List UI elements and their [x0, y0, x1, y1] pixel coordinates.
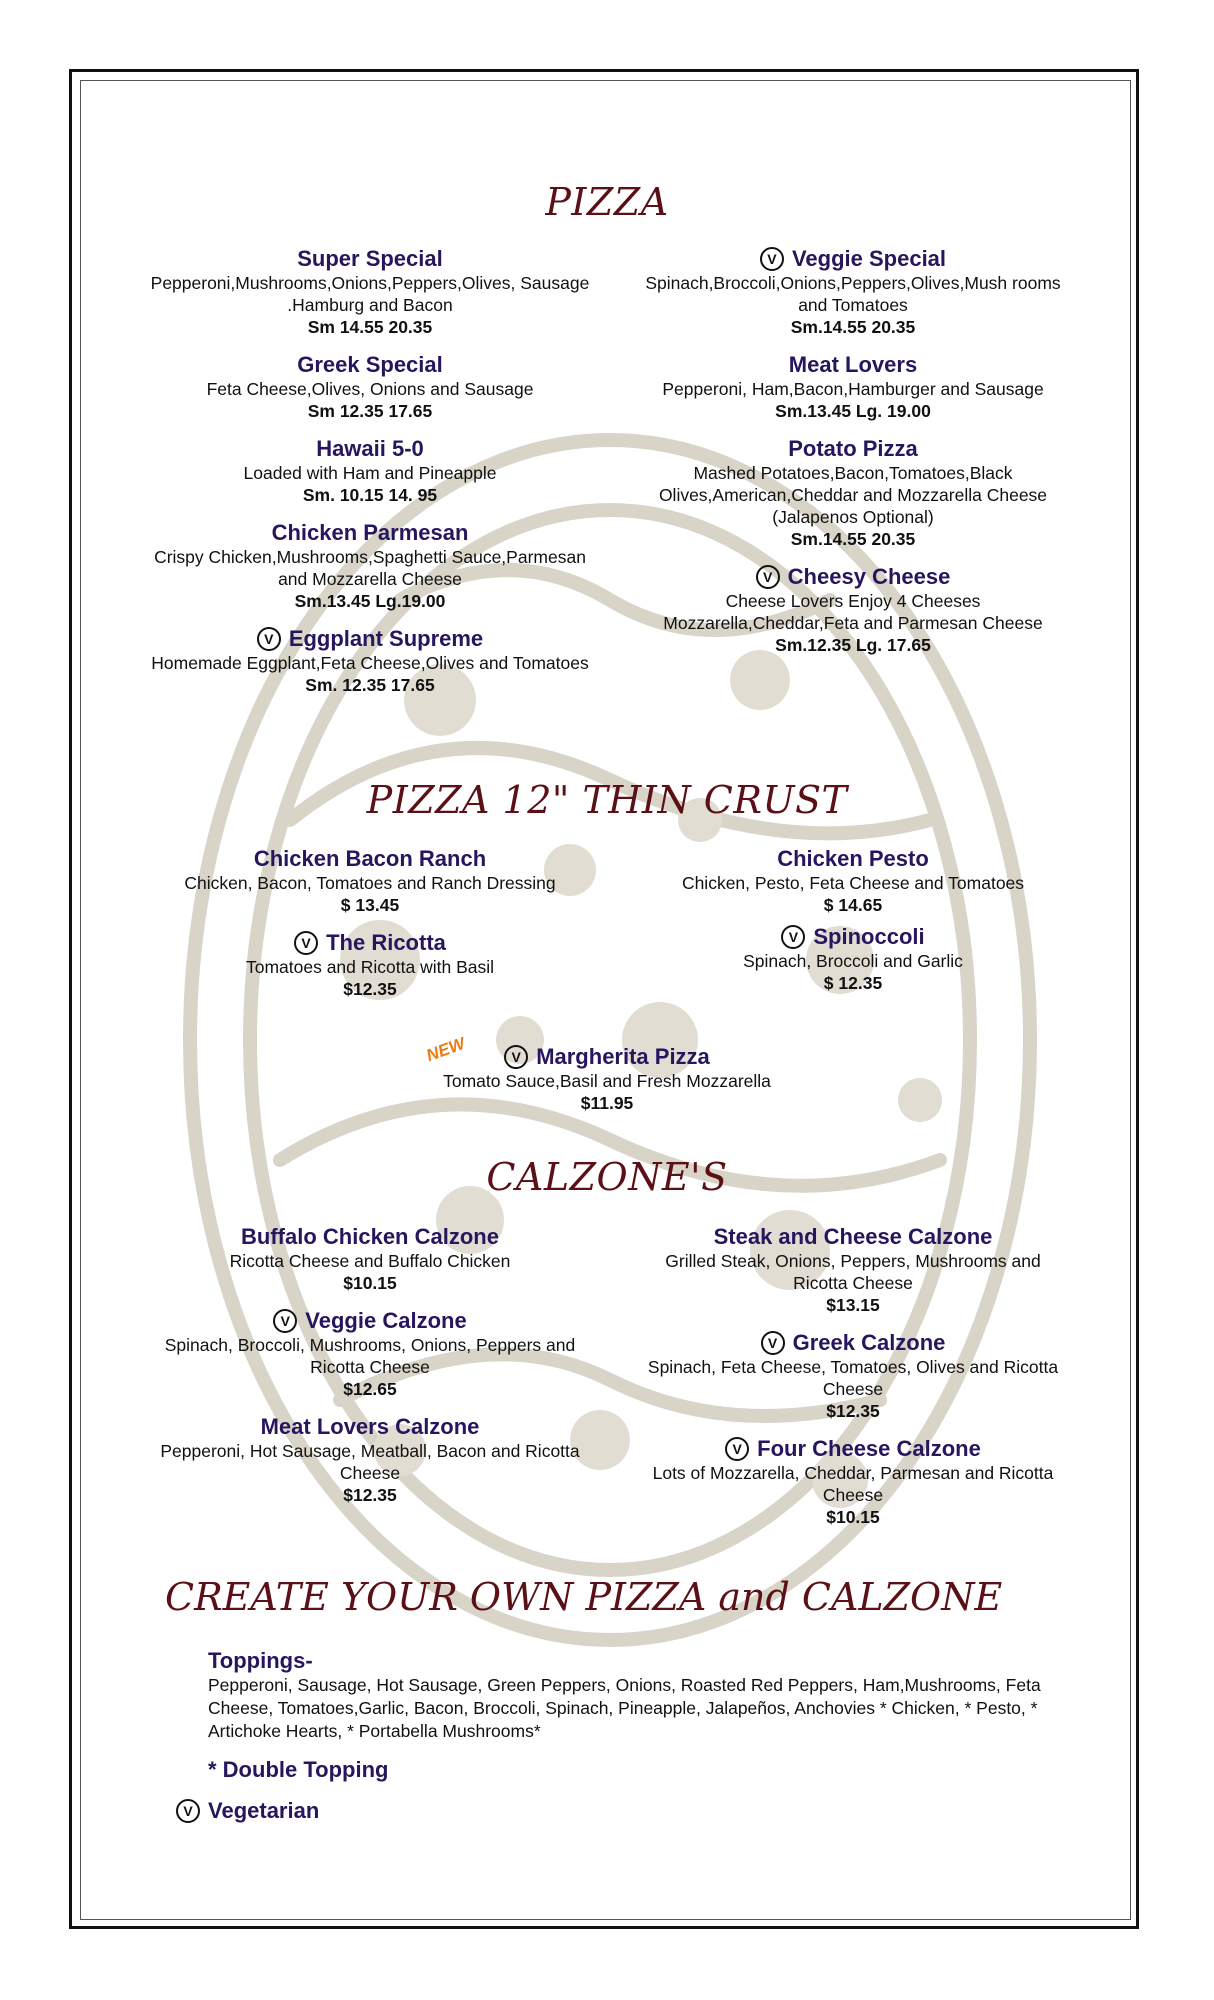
item-name: Greek Calzone	[792, 1330, 946, 1355]
item-name: Cheesy Cheese	[787, 564, 951, 589]
vegetarian-legend-label: Vegetarian	[208, 1798, 320, 1823]
vegetarian-icon: V	[760, 247, 784, 271]
item-desc: Tomatoes and Ricotta with Basil	[245, 957, 495, 977]
vegetarian-icon: V	[294, 931, 318, 955]
menu-item-the-ricotta	[150, 930, 590, 1000]
item-name: Greek Special	[297, 352, 443, 377]
item-price: $ 14.65	[823, 895, 883, 915]
item-name-row	[638, 246, 1068, 272]
item-name-row	[150, 930, 590, 956]
item-name-row	[638, 1436, 1068, 1462]
item-desc: Spinach, Feta Cheese, Tomatoes, Olives and Ricotta Cheese	[647, 1357, 1059, 1399]
vegetarian-icon: V	[257, 627, 281, 651]
item-name: Super Special	[297, 246, 443, 271]
section-title-calzones: CALZONE'S	[486, 1155, 728, 1199]
item-name: Potato Pizza	[788, 436, 918, 461]
thin-right-column	[638, 846, 1068, 1008]
item-name: Hawaii 5-0	[316, 436, 424, 461]
menu-item-four-cheese-calzone	[638, 1436, 1068, 1528]
item-name-row	[350, 1044, 864, 1070]
menu-item-eggplant-supreme	[150, 626, 590, 696]
item-desc: Pepperoni, Ham,Bacon,Hamburger and Sausage	[662, 379, 1044, 399]
margherita-block	[350, 1044, 864, 1128]
pizza-left-column	[150, 246, 590, 710]
item-price: Sm.13.45 Lg.19.00	[294, 591, 446, 611]
menu-item-chicken-pesto	[638, 846, 1068, 916]
vegetarian-icon: V	[781, 925, 805, 949]
item-name: Eggplant Supreme	[288, 626, 484, 651]
calzone-left-column	[150, 1224, 590, 1520]
item-price: Sm.14.55 20.35	[790, 529, 916, 549]
item-price: $10.15	[826, 1507, 880, 1527]
item-name-row	[150, 626, 590, 652]
vegetarian-icon: V	[273, 1309, 297, 1333]
item-price: $10.15	[343, 1273, 397, 1293]
item-name: Four Cheese Calzone	[757, 1436, 981, 1461]
item-name: Veggie Special	[791, 246, 947, 271]
item-desc: Spinach, Broccoli, Mushrooms, Onions, Peppers and Ricotta Cheese	[164, 1335, 576, 1377]
item-desc: Spinach,Broccoli,Onions,Peppers,Olives,Mush rooms and Tomatoes	[645, 273, 1061, 315]
calzone-right-column	[638, 1224, 1068, 1542]
item-price: Sm.13.45 Lg. 19.00	[775, 401, 931, 421]
menu-item-greek-calzone	[638, 1330, 1068, 1422]
item-price: $12.65	[343, 1379, 397, 1399]
item-name: Steak and Cheese Calzone	[713, 1224, 993, 1249]
item-desc: Crispy Chicken,Mushrooms,Spaghetti Sauce,Parmesan and Mozzarella Cheese	[154, 547, 586, 589]
item-name-row	[638, 564, 1068, 590]
item-desc: Chicken, Pesto, Feta Cheese and Tomatoes	[681, 873, 1025, 893]
item-name: Chicken Bacon Ranch	[253, 846, 487, 871]
item-desc: Cheese Lovers Enjoy 4 Cheeses Mozzarella,Cheddar,Feta and Parmesan Cheese	[663, 591, 1043, 633]
item-desc: Pepperoni, Hot Sausage, Meatball, Bacon and Ricotta Cheese	[160, 1441, 580, 1483]
item-name: Veggie Calzone	[305, 1308, 467, 1333]
menu-item-meat-lovers	[638, 352, 1068, 422]
menu-item-margherita	[350, 1044, 864, 1114]
item-desc: Loaded with Ham and Pineapple	[243, 463, 497, 483]
vegetarian-legend	[176, 1798, 319, 1824]
item-price: Sm 12.35 17.65	[307, 401, 433, 421]
menu-item-spinoccoli	[638, 924, 1068, 994]
item-desc: Tomato Sauce,Basil and Fresh Mozzarella	[443, 1071, 771, 1091]
menu-item-meat-lovers-calzone	[150, 1414, 590, 1506]
vegetarian-icon: V	[756, 565, 780, 589]
item-desc: Lots of Mozzarella, Cheddar, Parmesan and Ricotta Cheese	[652, 1463, 1054, 1505]
menu-item-steak-and-cheese-calzone	[638, 1224, 1068, 1316]
item-price: Sm.12.35 Lg. 17.65	[775, 635, 931, 655]
menu-item-potato-pizza	[638, 436, 1068, 550]
menu-item-cheesy-cheese	[638, 564, 1068, 656]
menu-item-greek-special	[150, 352, 590, 422]
item-desc: Grilled Steak, Onions, Peppers, Mushrooms and Ricotta Cheese	[665, 1251, 1041, 1293]
item-desc: Spinach, Broccoli and Garlic	[743, 951, 963, 971]
vegetarian-icon: V	[176, 1799, 200, 1823]
menu-item-hawaii	[150, 436, 590, 506]
menu-item-veggie-calzone	[150, 1308, 590, 1400]
item-desc: Chicken, Bacon, Tomatoes and Ranch Dressing	[184, 873, 556, 893]
item-desc: Feta Cheese,Olives, Onions and Sausage	[206, 379, 534, 399]
item-price: $12.35	[826, 1401, 880, 1421]
section-title-pizza: PIZZA	[545, 180, 669, 224]
item-name-row	[638, 1330, 1068, 1356]
toppings-heading: Toppings-	[208, 1648, 313, 1673]
item-price: $12.35	[343, 1485, 397, 1505]
item-price: Sm. 12.35 17.65	[305, 675, 435, 695]
menu-item-buffalo-chicken-calzone	[150, 1224, 590, 1294]
vegetarian-icon: V	[761, 1331, 785, 1355]
toppings-block	[208, 1648, 1068, 1743]
vegetarian-icon: V	[504, 1045, 528, 1069]
item-name: Buffalo Chicken Calzone	[241, 1224, 499, 1249]
item-name: Meat Lovers Calzone	[260, 1414, 480, 1439]
item-desc: Pepperoni,Mushrooms,Onions,Peppers,Olives, Sausage .Hamburg and Bacon	[150, 273, 590, 315]
menu-item-super-special	[150, 246, 590, 338]
item-name: Spinoccoli	[813, 924, 925, 949]
double-topping-note: * Double Topping	[208, 1757, 389, 1782]
item-price: $12.35	[343, 979, 397, 999]
section-title-create-your-own: CREATE YOUR OWN PIZZA and CALZONE	[165, 1575, 1003, 1619]
section-title-thin-crust: PIZZA 12" THIN CRUST	[366, 778, 848, 822]
item-name-row	[150, 1308, 590, 1334]
item-price: Sm.14.55 20.35	[790, 317, 916, 337]
item-price: Sm. 10.15 14. 95	[302, 485, 438, 505]
item-name: Chicken Parmesan	[271, 520, 469, 545]
menu-item-chicken-parmesan	[150, 520, 590, 612]
toppings-list: Pepperoni, Sausage, Hot Sausage, Green Peppers, Onions, Roasted Red Peppers, Ham,Mushrooms, Feta Cheese, Tomatoes,Garlic, Bacon, Broccoli, Spinach, Pineapple, Jalapeños, Anchovies * Chicken, * Pesto, * Artichoke Hearts, * Portabella Mushrooms*	[208, 1675, 1041, 1741]
vegetarian-icon: V	[725, 1437, 749, 1461]
item-name: Chicken Pesto	[777, 846, 929, 871]
menu-item-veggie-special	[638, 246, 1068, 338]
item-desc: Ricotta Cheese and Buffalo Chicken	[229, 1251, 511, 1271]
menu-item-chicken-bacon-ranch	[150, 846, 590, 916]
item-price: $ 12.35	[823, 973, 883, 993]
item-desc: Homemade Eggplant,Feta Cheese,Olives and Tomatoes	[151, 653, 589, 673]
item-price: $11.95	[580, 1093, 634, 1113]
new-badge: NEW	[423, 1033, 468, 1066]
item-name: The Ricotta	[326, 930, 446, 955]
item-price: $ 13.45	[340, 895, 400, 915]
item-name: Meat Lovers	[788, 352, 918, 377]
pizza-right-column	[638, 246, 1068, 670]
item-price: Sm 14.55 20.35	[307, 317, 433, 337]
item-name: Margherita Pizza	[536, 1044, 710, 1069]
item-name-row	[638, 924, 1068, 950]
thin-left-column	[150, 846, 590, 1014]
item-desc: Mashed Potatoes,Bacon,Tomatoes,Black Olives,American,Cheddar and Mozzarella Cheese (Jalapenos Optional)	[658, 463, 1048, 527]
item-price: $13.15	[826, 1295, 880, 1315]
